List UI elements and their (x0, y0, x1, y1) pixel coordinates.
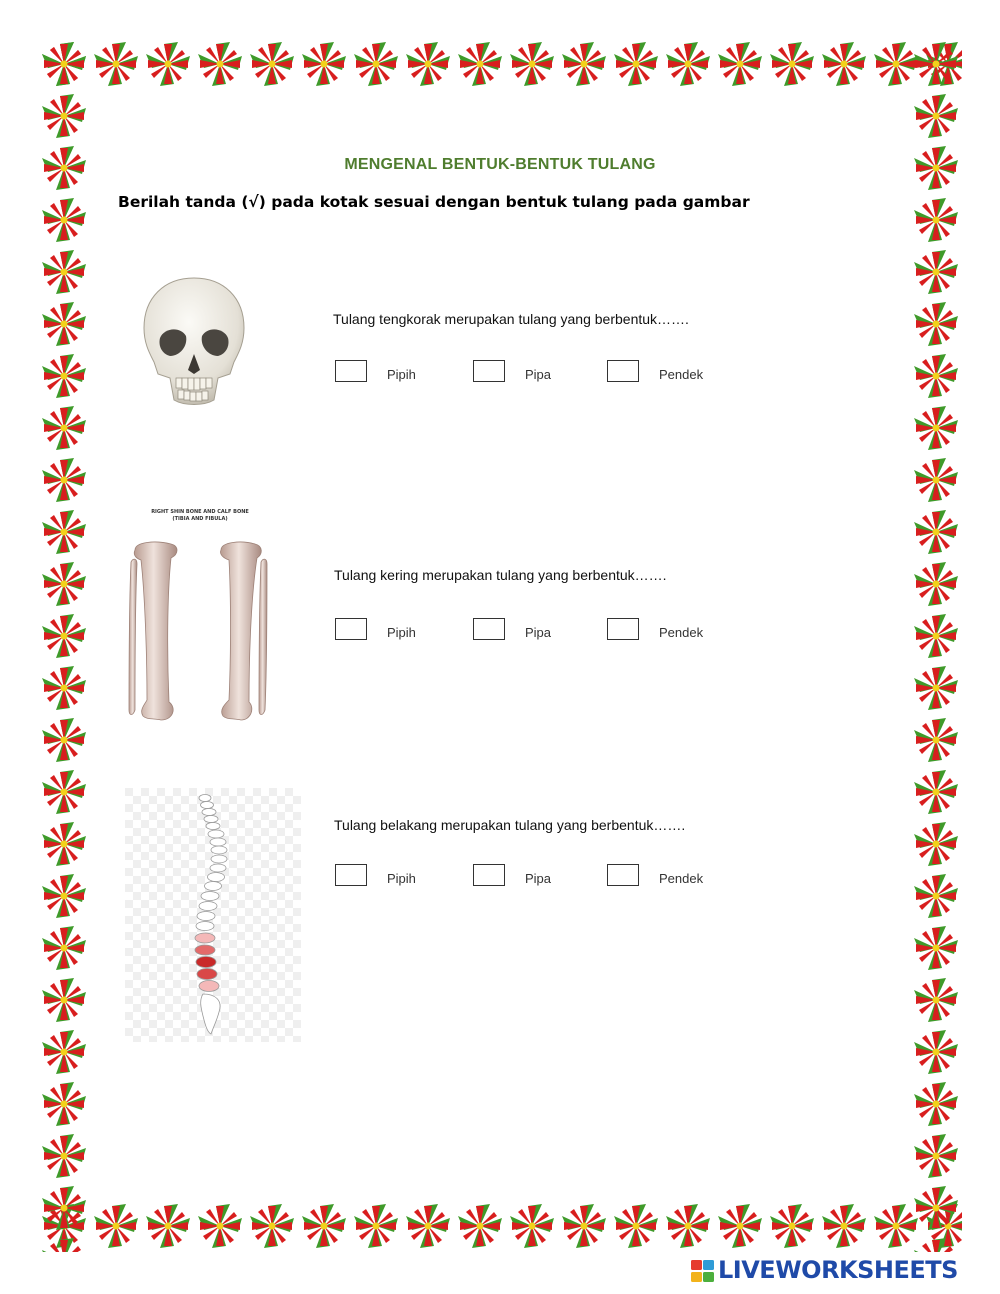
checkbox[interactable] (607, 864, 639, 886)
question-1-options (335, 360, 755, 388)
poinsettia-icon (910, 38, 962, 1252)
option-label: Pipa (525, 625, 552, 640)
poinsettia-border-right (910, 38, 962, 1252)
checkbox[interactable] (607, 360, 639, 382)
worksheet-title: MENGENAL BENTUK-BENTUK TULANG (344, 156, 656, 173)
liveworksheets-logo-icon (690, 1258, 716, 1284)
worksheet-instruction: Berilah tanda (√) pada kotak sesuai dengan bentuk tulang pada gambar (118, 193, 750, 211)
image-caption-line-1: RIGHT SHIN BONE AND CALF BONE (151, 509, 249, 515)
poinsettia-border-top (38, 38, 962, 90)
checkbox[interactable] (335, 360, 367, 382)
question-1-text: Tulang tengkorak merupakan tulang yang berbentuk……. (333, 311, 689, 327)
liveworksheets-logo (690, 1254, 990, 1288)
question-2-options (335, 618, 755, 646)
image-caption-line-2: (TIBIA AND FIBULA) (172, 516, 228, 522)
skull-image (138, 274, 250, 410)
poinsettia-icon (38, 38, 962, 90)
option-label: Pendek (659, 625, 704, 640)
checkbox[interactable] (335, 864, 367, 886)
checkbox[interactable] (473, 360, 505, 382)
option-label: Pipih (387, 367, 416, 382)
tibia-fibula-image (125, 506, 275, 732)
poinsettia-icon (38, 1200, 962, 1252)
poinsettia-icon (38, 38, 90, 1252)
liveworksheets-brand: LIVEWORKSHEETS (718, 1256, 958, 1284)
checkbox[interactable] (473, 618, 505, 640)
option-label: Pipih (387, 871, 416, 886)
question-3-options (335, 864, 755, 892)
poinsettia-border-bottom (38, 1200, 962, 1252)
option-label: Pendek (659, 367, 704, 382)
question-3-text: Tulang belakang merupakan tulang yang berbentuk……. (334, 817, 686, 833)
checkbox[interactable] (335, 618, 367, 640)
spine-image (125, 788, 301, 1042)
option-label: Pipa (525, 367, 552, 382)
option-label: Pipa (525, 871, 552, 886)
option-label: Pipih (387, 625, 416, 640)
option-label: Pendek (659, 871, 704, 886)
checkbox[interactable] (473, 864, 505, 886)
question-2-text: Tulang kering merupakan tulang yang berbentuk……. (334, 567, 667, 583)
checkbox[interactable] (607, 618, 639, 640)
poinsettia-border-left (38, 38, 90, 1252)
